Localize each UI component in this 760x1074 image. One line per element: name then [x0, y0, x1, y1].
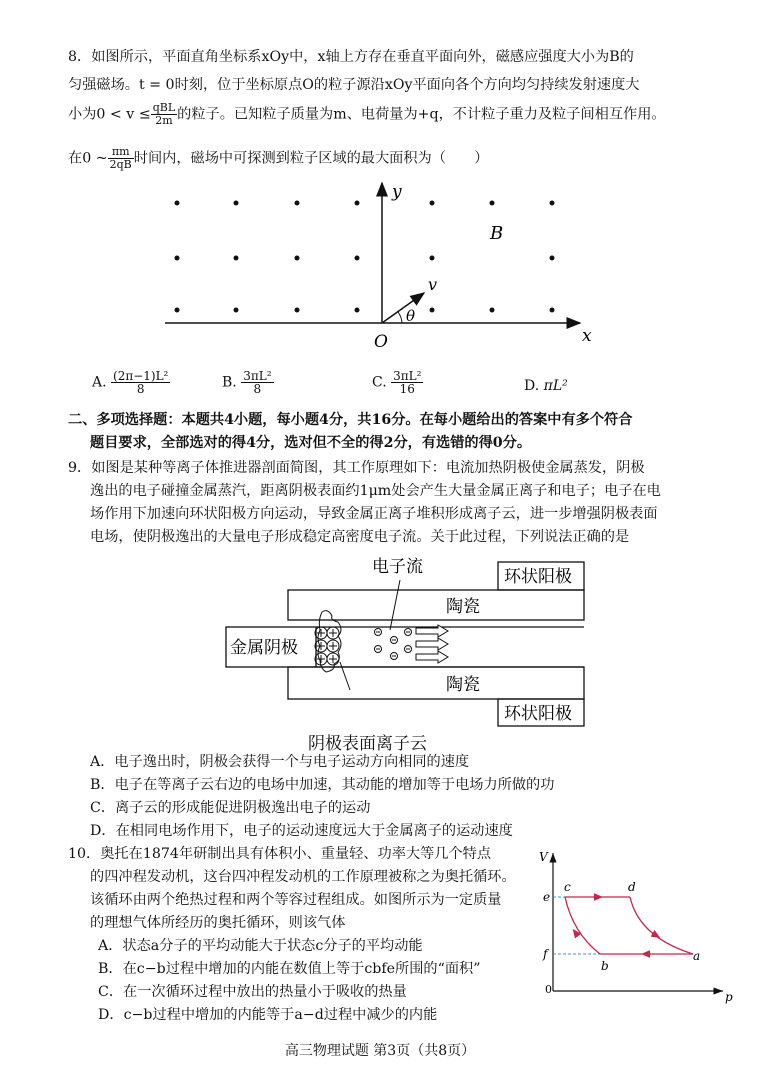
q10-option-b[interactable]: B．在c−b过程中增加的内能在数值上等于cbfe所围的“面积”: [98, 961, 481, 977]
q8-option-c-den: 16: [399, 382, 415, 396]
q10-option-c[interactable]: C．在一次循环过程中放出的热量小于吸收的热量: [98, 984, 407, 1000]
q8-time-den: 2qB: [109, 158, 132, 171]
q8-line4: [68, 146, 488, 171]
q8-option-a[interactable]: [92, 370, 170, 395]
q8-option-c-label: C.: [372, 374, 387, 391]
q8-velocity-den: 2m: [155, 114, 173, 127]
ceramic-bottom-label: 陶瓷: [446, 675, 480, 695]
velocity-label: v: [428, 275, 438, 294]
q8-option-a-frac: [111, 370, 170, 395]
q8-line2: 匀强磁场。t = 0时刻，位于坐标原点O的粒子源沿xOy平面向各个方向均匀持续发射速度大: [68, 77, 640, 93]
x-axis-label: x: [582, 326, 592, 346]
process-d-a: [630, 897, 693, 954]
e-label: e: [543, 890, 551, 904]
q10-line2: 的四冲程发动机，这台四冲程发动机的工作原理被称之为奥托循环。: [90, 869, 516, 885]
q8-line4-pre: 在0 ~: [68, 150, 108, 167]
q10-otto-cycle-figure: [535, 845, 740, 1005]
electrons: [375, 629, 412, 660]
q8-option-a-label: A.: [92, 374, 107, 391]
field-dots: [175, 201, 555, 313]
theta-arc: [398, 312, 402, 323]
q8-option-b-den: 8: [253, 382, 262, 396]
section2-line1: 二、多项选择题：本题共4小题，每小题4分，共16分。在每小题给出的答案中有多个符合: [68, 412, 633, 428]
q8-option-c-frac: [391, 370, 423, 395]
q9-line4: 电场，使阴极逸出的大量电子形成稳定高密度电子流。关于此过程，下列说法正确的是: [90, 529, 630, 545]
q8-line1: 8．如图所示，平面直角坐标系xOy中，x轴上方存在垂直平面向外，磁感应强度大小为B的: [68, 49, 634, 65]
q9-line2: 逸出的电子碰撞金属蒸汽，距离阴极表面约1μm处会产生大量金属正离子和电子；电子在电: [90, 483, 661, 499]
ceramic-top-box: [288, 590, 584, 620]
p-axis-label: p: [725, 990, 733, 1004]
process-b-c: [565, 897, 600, 954]
q9-option-a[interactable]: A．电子逸出时，阴极会获得一个与电子运动方向相同的速度: [90, 754, 470, 770]
q8-option-d[interactable]: [524, 378, 568, 394]
velocity-vector: [382, 293, 424, 323]
q9-line1: 9．如图是某种等离子体推进器剖面简图，其工作原理如下：电流加热阴极使金属蒸发，阴极: [68, 460, 645, 476]
anode-top-label: 环状阳极: [504, 567, 572, 587]
q10-option-a[interactable]: A．状态a分子的平均动能大于状态c分子的平均动能: [98, 938, 423, 954]
electron-flow-arrows: [416, 625, 448, 663]
q10-line4: 的理想气体所经历的奥托循环，则该气体: [90, 915, 346, 931]
q8-option-b-frac: [241, 370, 273, 395]
q8-time-num: πm: [108, 146, 134, 159]
ceramic-bottom-box: [288, 667, 584, 699]
q8-line3-post: 的粒子。已知粒子质量为m、电荷量为+q，不计粒子重力及粒子间相互作用。: [177, 106, 666, 123]
c-label: c: [564, 880, 571, 894]
q9-line3: 场作用下加速向环状阳极方向运动，导致金属正离子堆积形成离子云，进一步增强阴极表面: [90, 506, 658, 522]
q8-line3-pre: 小为0 < v ≤: [68, 106, 151, 123]
q8-magnetic-field-figure: [150, 175, 610, 355]
ceramic-top-label: 陶瓷: [446, 597, 480, 617]
origin-label: 0: [545, 983, 552, 996]
positive-ions: [315, 627, 339, 665]
q9-option-d[interactable]: D．在相同电场作用下，电子的运动速度远大于金属离子的运动速度: [90, 823, 513, 839]
q8-option-b-num: 3πL²: [243, 369, 272, 383]
q8-line3: [68, 102, 666, 127]
q8-option-d-text: πL²: [543, 378, 568, 394]
q8-line4-post: 时间内，磁场中可探测到粒子区域的最大面积为（ ）: [133, 150, 489, 167]
q8-option-b-label: B.: [222, 374, 237, 391]
q8-option-c-num: 3πL²: [393, 369, 422, 383]
q8-time-fraction: [108, 146, 134, 171]
q9-option-c[interactable]: C．离子云的形成能促进阴极逸出电子的运动: [90, 800, 371, 816]
f-label: f: [543, 947, 548, 961]
q8-option-d-label: D.: [524, 378, 540, 394]
section2-line2: 题目要求，全部选对的得4分，选对但不全的得2分，有选错的得0分。: [90, 435, 532, 451]
q8-option-c[interactable]: [372, 370, 423, 395]
y-axis-label: y: [392, 182, 402, 202]
q8-option-a-num: (2π−1)L²: [113, 369, 169, 383]
q9-thruster-figure: [222, 552, 592, 732]
a-label: a: [693, 949, 701, 963]
cathode-label: 金属阴极: [230, 638, 298, 658]
b-label: b: [601, 959, 609, 973]
ion-cloud-label: 阴极表面离子云: [308, 734, 427, 754]
anode-bottom-label: 环状阳极: [504, 704, 572, 724]
d-label: d: [628, 880, 636, 894]
theta-label: θ: [406, 307, 416, 325]
q8-option-a-den: 8: [136, 382, 145, 396]
q8-velocity-num: qBL: [152, 101, 176, 114]
v-axis-label: V: [539, 850, 548, 864]
field-label: B: [490, 223, 504, 244]
page-footer: 高三物理试题 第3页（共8页）: [284, 1043, 476, 1059]
q8-option-b[interactable]: [222, 370, 274, 395]
electron-flow-label: 电子流: [372, 557, 423, 577]
q8-velocity-fraction: [151, 102, 177, 127]
q10-option-d[interactable]: D．c−b过程中增加的内能等于a−d过程中减少的内能: [98, 1007, 438, 1023]
origin-label: O: [374, 332, 388, 352]
q10-line1: 10．奥托在1874年研制出具有体积小、重量轻、功率大等几个特点: [68, 846, 492, 862]
q9-option-b[interactable]: B．电子在等离子云右边的电场中加速，其动能的增加等于电场力所做的功: [90, 777, 555, 793]
q10-line3: 该循环由两个绝热过程和两个等容过程组成。如图所示为一定质量: [90, 892, 502, 908]
